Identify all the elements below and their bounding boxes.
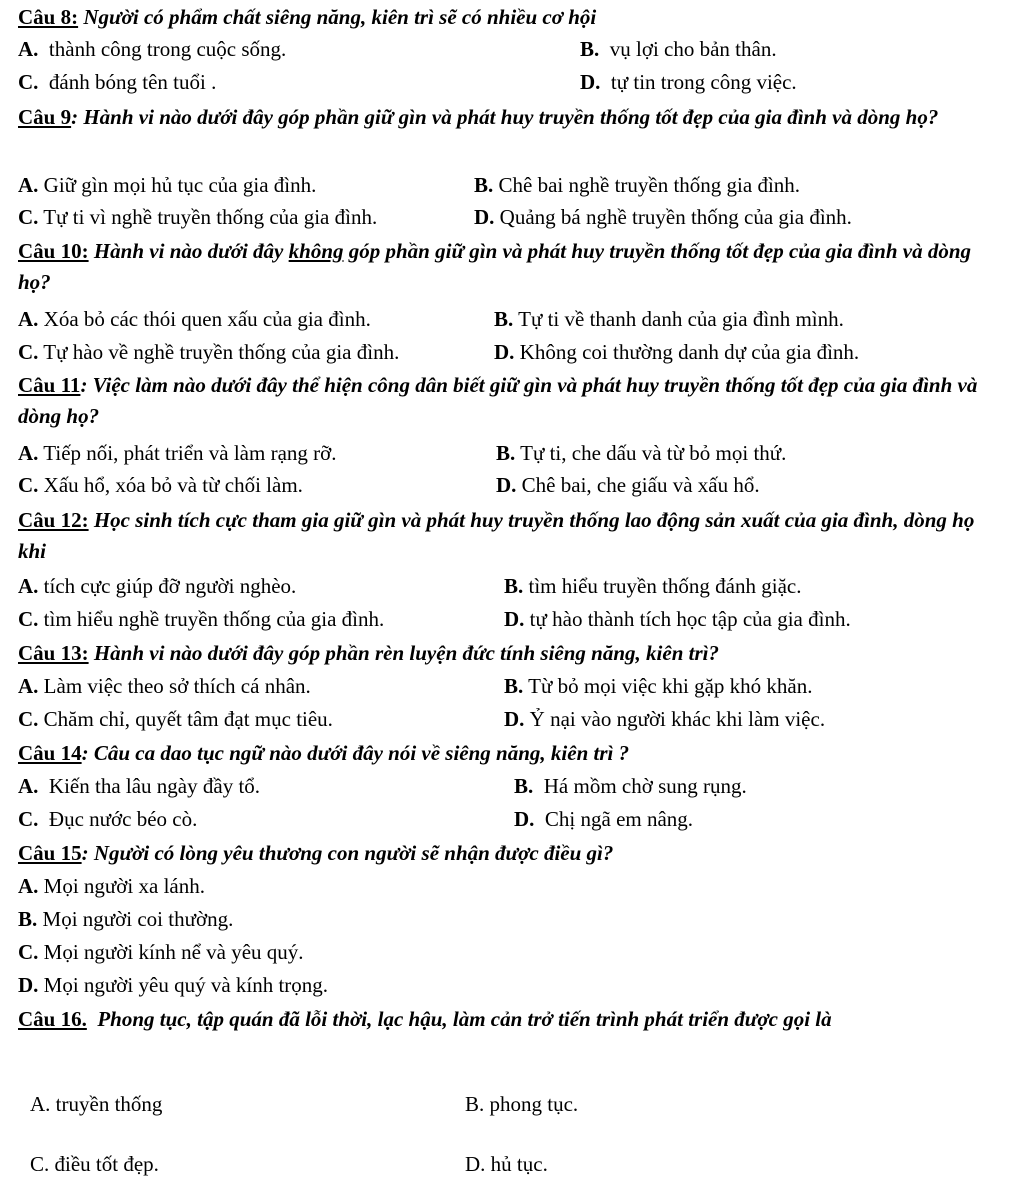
question-number: Câu 12: [18,508,89,532]
options-row [18,337,1006,367]
option-a: A. Làm việc theo sở thích cá nhân. [18,674,311,698]
options-row [18,671,1006,701]
question-text: Học sinh tích cực tham gia giữ gìn và phát huy truyền thống lao động sản xuất của gia đình, dòng họ khi [18,508,975,563]
options-row [18,704,1006,734]
option-a: A. Tiếp nối, phát triển và làm rạng rỡ. [18,441,337,465]
option-c: C. Mọi người kính nể và yêu quý. [18,940,304,964]
question-text: Phong tục, tập quán đã lỗi thời, lạc hậu, làm cản trở tiến trình phát triển được gọi là [97,1007,832,1031]
option-a: A. Xóa bỏ các thói quen xấu của gia đình. [18,307,371,331]
option-d: D. Ỷ nại vào người khác khi làm việc. [504,707,826,731]
option-d: D. tự hào thành tích học tập của gia đình. [504,607,851,631]
option-c: C. Xấu hổ, xóa bỏ và từ chối làm. [18,473,303,497]
question-8 [18,2,1006,32]
option-d: D. tự tin trong công việc. [580,70,797,94]
options-row [30,1089,1006,1119]
option-c: C. tìm hiểu nghề truyền thống của gia đình. [18,607,385,631]
option-c: C. đánh bóng tên tuổi . [18,70,217,94]
option-b: B. phong tục. [465,1092,579,1116]
option-a: A. tích cực giúp đỡ người nghèo. [18,574,297,598]
option-d: D. Chị ngã em nâng. [514,807,694,831]
question-number: Câu 10: [18,239,89,263]
question-text: : Câu ca dao tục ngữ nào dưới đây nói về siêng năng, kiên trì ? [81,741,630,765]
question-number: Câu 11 [18,373,81,397]
question-text: : Người có lòng yêu thương con người sẽ nhận được điều gì? [81,841,614,865]
question-text: : Hành vi nào dưới đây góp phần giữ gìn và phát huy truyền thống tốt đẹp của gia đình và dòng họ? [71,105,939,129]
option-d: D. Quảng bá nghề truyền thống của gia đình. [474,205,852,229]
option-b: B. Từ bỏ mọi việc khi gặp khó khăn. [504,674,813,698]
question-text: : Việc làm nào dưới đây thể hiện công dân biết giữ gìn và phát huy truyền thống tốt đẹp của gia đình và dòng họ? [18,373,978,428]
options-row [18,67,1006,97]
option-a: A. Giữ gìn mọi hủ tục của gia đình. [18,173,317,197]
question-number: Câu 16. [18,1007,87,1031]
options-row [18,438,1006,468]
option-b: B. Tự ti, che dấu và từ bỏ mọi thứ. [496,441,787,465]
question-number: Câu 15 [18,841,82,865]
option-c: C. Chăm chỉ, quyết tâm đạt mục tiêu. [18,707,333,731]
options-row [18,604,1006,634]
options-row [18,34,1006,64]
options-row [18,571,1006,601]
question-text: Hành vi nào dưới đây không góp phần giữ gìn và phát huy truyền thống tốt đẹp của gia đình và dòng họ? [18,239,972,294]
emphasis-word: không [288,239,344,263]
question-9 [18,102,1006,133]
options-row [18,304,1006,334]
question-10 [18,236,1006,298]
options-row [18,470,1006,500]
option-c: C. Đục nước béo cò. [18,807,198,831]
options-row [18,804,1006,834]
question-13 [18,638,1006,668]
question-number: Câu 14 [18,741,82,765]
option-b: B. Tự ti về thanh danh của gia đình mình. [494,307,844,331]
question-12 [18,505,1006,567]
option-a: A. Kiến tha lâu ngày đầy tổ. [18,774,261,798]
option-d: D. Chê bai, che giấu và xấu hổ. [496,473,760,497]
option-b: B. tìm hiểu truyền thống đánh giặc. [504,574,802,598]
question-14 [18,738,1006,768]
option-c: C. điều tốt đẹp. [30,1152,159,1176]
question-number: Câu 8: [18,5,79,29]
question-11 [18,370,1006,432]
option-c: C. Tự hào về nghề truyền thống của gia đình. [18,340,400,364]
question-number: Câu 13: [18,641,89,665]
option-b: B. Chê bai nghề truyền thống gia đình. [474,173,801,197]
option-b: B. vụ lợi cho bản thân. [580,37,777,61]
question-text: Hành vi nào dưới đây góp phần rèn luyện đức tính siêng năng, kiên trì? [93,641,719,665]
question-text: Người có phẩm chất siêng năng, kiên trì sẽ có nhiều cơ hội [83,5,597,29]
option-c: C. Tự ti vì nghề truyền thống của gia đình. [18,205,378,229]
options-row [30,1149,1006,1179]
option-a: A. thành công trong cuộc sống. [18,37,287,61]
option-d: D. hủ tục. [465,1152,548,1176]
options-row [18,771,1006,801]
question-15 [18,838,1006,868]
option-d: D. Mọi người yêu quý và kính trọng. [18,973,329,997]
option-b: B. Há mồm chờ sung rụng. [514,774,747,798]
option-b: B. Mọi người coi thường. [18,907,234,931]
option-a: A. Mọi người xa lánh. [18,874,205,898]
option-d: D. Không coi thường danh dự của gia đình. [494,340,860,364]
option-a: A. truyền thống [30,1092,163,1116]
question-16 [18,1004,1006,1035]
options-row [18,202,1006,232]
question-number: Câu 9 [18,105,72,129]
options-row [18,170,1006,200]
